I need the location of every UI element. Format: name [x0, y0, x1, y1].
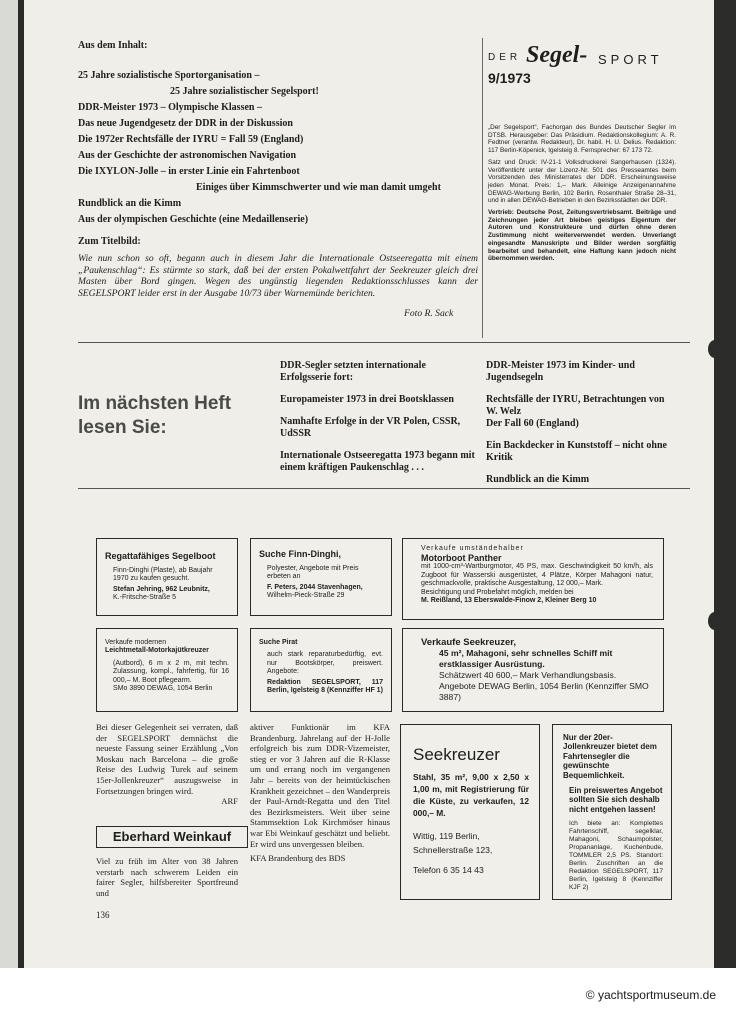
ad-jollenkreuzer: [552, 724, 672, 900]
ad-body: [259, 651, 383, 695]
ad-contact: SMo 3890 DEWAG, 1054 Berlin: [113, 685, 213, 693]
section-divider: [78, 342, 690, 343]
ad-contact: Redaktion SEGELSPORT, 117 Berlin, Igelsteig 8 (Kennziffer HF 1): [267, 678, 383, 695]
next-issue-item: Europameister 1973 in drei Bootsklassen: [280, 394, 454, 405]
ad-body: [421, 648, 653, 703]
ad-contact: M. Reißland, 13 Eberswalde-Finow 2, Kleiner Berg 10: [421, 597, 597, 605]
next-issue-column-1: [280, 360, 476, 484]
next-issue-item: DDR-Meister 1973 im Kinder- und Jugendsegeln: [486, 360, 635, 383]
imprint: [488, 124, 676, 267]
logo-segel: Segel-: [526, 42, 588, 68]
obituary-body: Viel zu früh im Alter von 38 Jahren verstarb nach schwerem Leiden ein fairer Segler, hilfsbereiter Sportfreund und: [96, 856, 238, 898]
notice-text: [96, 722, 238, 807]
toc-item: Einiges über Kimmschwerter und wie man damit umgeht: [196, 182, 441, 193]
ad-regatta-boat: [96, 538, 238, 616]
copyright-watermark: © yachtsportmuseum.de: [585, 988, 716, 1002]
ad-seekreuzer-mahagoni: [402, 628, 664, 712]
imprint-distribution: Vertrieb: Deutsche Post, Zeitungsvertriebsamt. Beiträge und Zeichnungen jeder Art bleiben geistiges Eigentum der Autoren und Konstrukteure und dürfen ohne deren Zustimmung nicht weiterverwendet werden. Unverlangt eingesandte Manuskripte und Bilder werden sorgfältig bearbeitet und behandelt, eine Haftung kann jedoch nicht übernommen werden.: [488, 209, 676, 263]
page-number: 136: [96, 910, 110, 920]
toc-item: Die IXYLON-Jolle – in erster Linie ein Fahrtenboot: [78, 166, 300, 177]
obituary-name: Eberhard Weinkauf: [96, 826, 248, 848]
ad-body: [105, 567, 229, 603]
ad-text: Ein preiswertes Angebot sollten Sie sich deshalb nicht entgehen lassen!: [569, 786, 663, 814]
ad-contact: F. Peters, 2044 Stavenhagen,: [267, 583, 363, 591]
ad-headline: Regattafähiges Segelboot: [105, 551, 216, 561]
binder-hole: [708, 612, 722, 630]
next-issue-item: Der Fall 60 (England): [486, 418, 579, 429]
ad-body: [421, 563, 653, 605]
table-of-contents: [78, 38, 478, 228]
ad-pirat: [250, 628, 392, 712]
ad-motorboat-panther: [402, 538, 664, 620]
toc-item: 25 Jahre sozialistische Sportorganisation –: [78, 70, 260, 81]
ad-contact: Stefan Jehring, 962 Leubnitz,: [113, 585, 210, 593]
next-issue-item: Rundblick an die Kimm: [486, 474, 590, 485]
ad-body: [105, 660, 229, 694]
toc-item: 25 Jahre sozialistischer Segelsport!: [170, 86, 319, 97]
ad-text: Finn-Dinghi (Plaste), ab Baujahr 1970 zu kaufen gesucht.: [113, 567, 213, 583]
next-issue-item: Ein Backdecker in Kunststoff – nicht ohne Kritik: [486, 440, 667, 463]
ad-headline: Verkaufe Seekreuzer,: [421, 637, 517, 648]
toc-item: Die 1972er Rechtsfälle der IYRU = Fall 59 (England): [78, 134, 304, 145]
toc-item: Aus der Geschichte der astronomischen Navigation: [78, 150, 297, 161]
ad-headline: Seekreuzer: [413, 745, 500, 764]
ad-headline: Motorboot Panther: [421, 553, 502, 564]
ad-headline: Suche Finn-Dinghi,: [259, 549, 341, 559]
toc-item: Aus der olympischen Geschichte (eine Medaillenserie): [78, 214, 309, 225]
imprint-print: Satz und Druck: IV-21-1 Volksdruckerei Sangerhausen (1324). Veröffentlicht unter der Lizenz-Nr. 501 des Presseamtes beim Vorsitzenden des Ministerrates der DDR. Erscheinungsweise jeden Monat. Preis: 1,– Mark. Alleinige Anzeigenannahme DEWAG-Werbung Berlin, 102 Berlin, Rosenthaler Straße 28–31, und in allen DEWAG-Betrieben in den Bezirksstädten der DDR.: [488, 158, 676, 205]
imprint-publisher: „Der Segelsport“, Fachorgan des Bundes Deutscher Segler im DTSB. Herausgeber: Das Präsidium. Redaktionskollegium: A. R. Fedtner (verantw. Redakteur), Dr. habil. H. U. Delius. Redaktion: 117 Berlin-Köpenick, Igelsteig 8. Fernsprecher: 67 173 72.: [488, 124, 676, 155]
ad-body: Ich biete an: Komplettes Fahrtenschiff, segelklar, Mahagoni, Schaumpolster, Propananlage, Kuchenbude, TOMMLER 2,5 PS. Standort: Berlin. Zuschriften an die Redaktion SEGELSPORT, 117 Berlin, Igelsteig 8 (Kennziffer KJF 2): [569, 820, 663, 892]
cover-caption-label: Zum Titelbild:: [78, 236, 141, 247]
cover-caption-text: Wie nun schon so oft, begann auch in diesem Jahr die Internationale Ostseeregatta mit einem „Paukenschlag“: Es stürmte so stark, daß bei der ersten Pokalwettfahrt der Seekreuzer gleich drei Masten über Bord gingen. Wegen des ungünstig liegenden Redaktionsschlusses kann der SEGELSPORT leider erst in der Ausgabe 10/73 über Warnemünde berichten.: [78, 253, 478, 299]
obituary-text-1: [96, 856, 238, 898]
notice-signature: ARF: [221, 796, 238, 807]
ad-text: mit 1000-cm³-Wartburgmotor, 45 PS, max. Geschwindigkeit 50 km/h, als Zugboot für Wasserski ausgerüstet, 4 Plätze, Körper Mahagoni natur, geschmackvolle, praktische Ausgestaltung, 12 000,– Mark.: [421, 563, 653, 588]
scan-binding-edge: [18, 0, 24, 980]
ad-text: (Autbord), 6 m x 2 m, mit techn. Zulassung, kompl., fahrfertig, für 16 000,– M. Boot pflegearm.: [113, 659, 229, 684]
obituary-body: aktiver Funktionär im KFA Brandenburg. Jahrelang auf der H-Jolle erfolgreich bis zum DDR-Vizemeister, stieg er vor 3 Jahren auf die R-Klasse um und errang noch im vergangenen Jahr – bereits von der heimtückischen Krankheit gezeichnet – den Wanderpreis der Paul-Arndt-Regatta und den Titel des Bezirksmeisters. Weit über seine Stammsektion Lok Kirchmöser hinaus war Ebi Weinkauf geschätzt und beliebt. Er wird uns unvergessen bleiben.: [250, 722, 390, 849]
ad-address: Wilhelm-Pieck-Straße 29: [267, 592, 345, 600]
section-divider: [78, 488, 690, 489]
obituary-signature: KFA Brandenburg des BDS: [250, 853, 346, 864]
ad-address: Wittig, 119 Berlin,: [413, 831, 480, 841]
ad-text: Schätzwert 40 600,– Mark Verhandlungsbasis.: [439, 670, 617, 680]
ad-preheader: Verkaufe modernen: [105, 639, 167, 646]
binder-hole: [708, 340, 722, 358]
column-divider: [482, 38, 483, 338]
scan-margin-right: [714, 0, 736, 980]
ad-text: 45 m², Mahagoni, sehr schnelles Schiff mit erstklassiger Ausrüstung.: [439, 648, 613, 669]
logo-sport: SPORT: [598, 52, 663, 67]
ad-headline: Leichtmetall-Motorkajütkreuzer: [105, 647, 209, 655]
toc-item: Rundblick an die Kimm: [78, 198, 182, 209]
obituary-text-2: [250, 722, 390, 864]
toc-item: DDR-Meister 1973 – Olympische Klassen –: [78, 102, 262, 113]
toc-title: Aus dem Inhalt:: [78, 40, 148, 51]
notice-body: Bei dieser Gelegenheit sei verraten, daß der SEGELSPORT demnächst die neueste Fassung seiner Erzählung „Von Moskau nach Barcelona – die große Reise des Ludwig Turek auf seinem 15er-Jollenkreuzer“ auszugsweise in Fortsetzungen bringen wird.: [96, 722, 238, 796]
next-issue-column-2: [486, 360, 676, 496]
ad-finn-dinghi: [250, 538, 392, 616]
toc-item: Das neue Jugendgesetz der DDR in der Diskussion: [78, 118, 293, 129]
ad-preheader: Verkaufe umständehalber: [421, 545, 524, 552]
ad-motor-cruiser: [96, 628, 238, 712]
photo-credit: Foto R. Sack: [404, 308, 454, 319]
ad-headline: Nur der 20er-Jollenkreuzer bietet dem Fahrtensegler die gewünschte Bequemlichkeit.: [563, 733, 657, 780]
ad-body: [259, 565, 383, 601]
ad-text: auch stark reparaturbedürftig, evt. nur Bootskörper, preiswert. Angebote:: [267, 651, 383, 676]
ad-text: Polyester, Angebote mit Preis erbeten an: [267, 565, 359, 581]
next-issue-item: DDR-Segler setzten internationale Erfolgsserie fort:: [280, 360, 426, 383]
ad-phone: Telefon 6 35 14 43: [413, 865, 484, 875]
ad-contact: [413, 829, 529, 877]
ad-text: Besichtigung und Probefahrt möglich, melden bei: [421, 588, 574, 596]
next-issue-item: Namhafte Erfolge in der VR Polen, CSSR, UdSSR: [280, 416, 461, 439]
ad-address: K.-Fritsche-Straße 5: [113, 594, 177, 602]
next-issue-item: Internationale Ostseeregatta 1973 begann mit einem kräftigen Paukenschlag . . .: [280, 450, 475, 473]
ad-seekreuzer-stahl: [400, 724, 540, 900]
issue-number: 9/1973: [488, 70, 531, 86]
logo-der: DER: [488, 52, 522, 63]
ad-address: Schnellerstraße 123,: [413, 845, 493, 855]
ad-contact: Angebote DEWAG Berlin, 1054 Berlin (Kennziffer SMO 3887): [439, 681, 649, 702]
ad-text: Stahl, 35 m², 9,00 x 2,50 x 1,00 m, mit Registrierung für die Küste, zu verkaufen, 12 000,– M.: [413, 772, 529, 818]
ad-headline: Suche Pirat: [259, 639, 298, 646]
next-issue-item: Rechtsfälle der IYRU, Betrachtungen von W. Welz: [486, 394, 665, 417]
next-issue-title: Im nächsten Heft lesen Sie:: [78, 393, 232, 438]
